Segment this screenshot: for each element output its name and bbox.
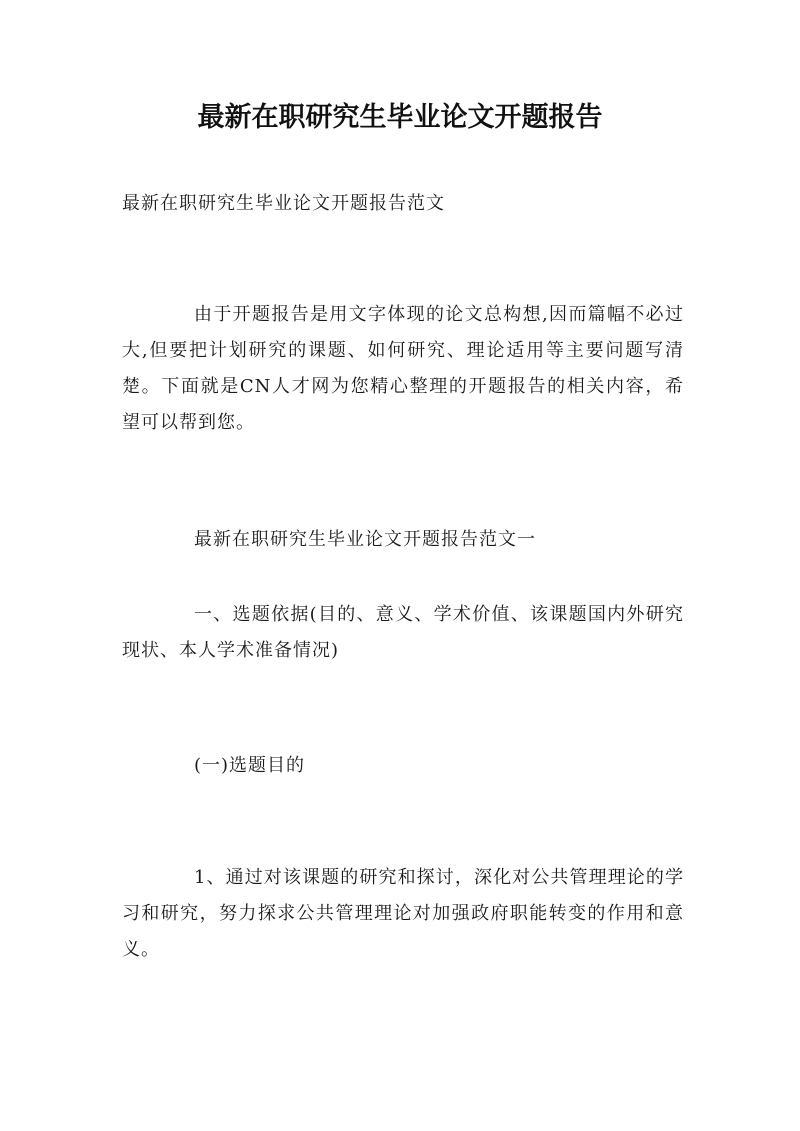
intro-paragraph: 由于开题报告是用文字体现的论文总构想,因而篇幅不必过大,但要把计划研究的课题、如何研究、理论适用等主要问题写清楚。下面就是CN人才网为您精心整理的开题报告的相关内容，希望可以帮到您。 xyxy=(122,304,684,433)
list-item-paragraph: 1、通过对该课题的研究和探讨，深化对公共管理理论的学习和研究，努力探求公共管理理论对加强政府职能转变的作用和意义。 xyxy=(122,867,684,960)
sample-heading: 最新在职研究生毕业论文开题报告范文一 xyxy=(194,529,536,550)
document-subtitle: 最新在职研究生毕业论文开题报告范文 xyxy=(122,193,445,214)
subsection-heading: (一)选题目的 xyxy=(194,755,306,776)
document-title: 最新在职研究生毕业论文开题报告 xyxy=(197,102,603,133)
section-heading: 一、选题依据(目的、意义、学术价值、该课题国内外研究现状、本人学术准备情况) xyxy=(122,604,684,661)
